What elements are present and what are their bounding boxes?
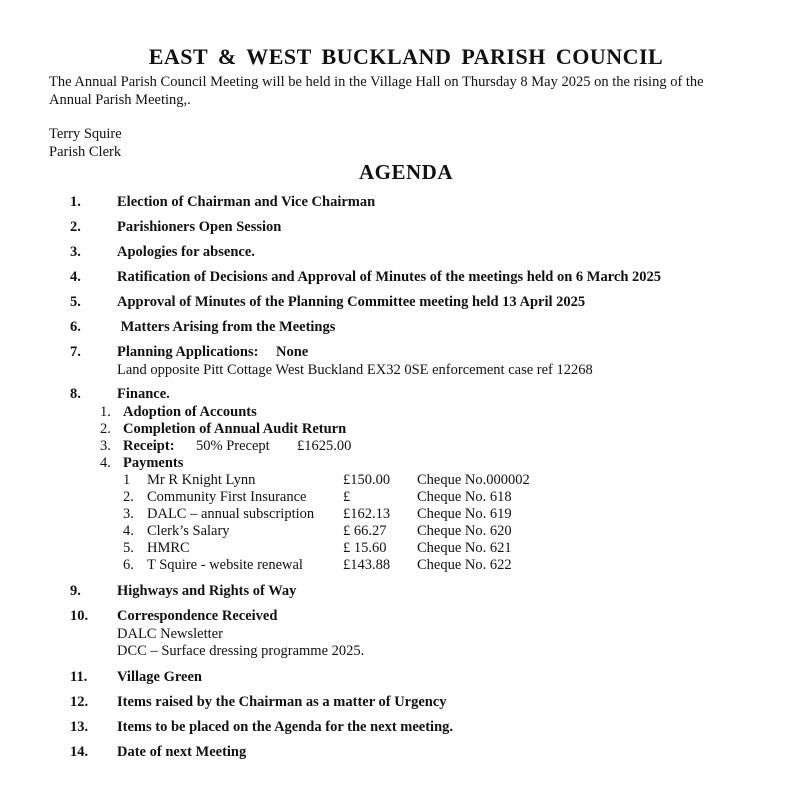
- council-title: EAST & WEST BUCKLAND PARISH COUNCIL: [148, 44, 664, 69]
- finance-item-number: 2.: [100, 421, 111, 437]
- agenda-item-number: 9.: [70, 583, 81, 599]
- payment-number: 4.: [123, 523, 134, 539]
- finance-item-text: Adoption of Accounts: [123, 404, 257, 420]
- payment-amount: £143.88: [343, 557, 391, 573]
- payment-cheque: Cheque No. 619: [417, 506, 512, 522]
- finance-item-text: Payments: [123, 455, 184, 471]
- agenda-item-number: 2.: [70, 219, 81, 235]
- payment-amount: £150.00: [343, 472, 391, 488]
- agenda-item-text: Apologies for absence.: [117, 244, 255, 260]
- intro-line-1: The Annual Parish Council Meeting will be held in the Village Hall on Thursday 8 May 2025 on the rising of the: [49, 74, 704, 90]
- payment-cheque: Cheque No. 622: [417, 557, 512, 573]
- agenda-item-text: Items raised by the Chairman as a matter of Urgency: [117, 694, 447, 710]
- agenda-item-text: Ratification of Decisions and Approval of Minutes of the meetings held on 6 March 2025: [117, 269, 662, 285]
- agenda-item-text: Items to be placed on the Agenda for the next meeting.: [117, 719, 454, 735]
- receipt-precept: 50% Precept: [196, 438, 270, 454]
- agenda-item-number: 6.: [70, 319, 81, 335]
- payment-cheque: Cheque No. 620: [417, 523, 512, 539]
- intro-line-2: Annual Parish Meeting,.: [49, 92, 191, 108]
- agenda-item-number: 7.: [70, 344, 81, 360]
- payment-amount: £ 66.27: [343, 523, 387, 539]
- payment-amount: £162.13: [343, 506, 391, 522]
- clerk-role: Parish Clerk: [49, 144, 122, 160]
- planning-none: None: [276, 344, 309, 360]
- payment-amount: £ 15.60: [343, 540, 387, 556]
- payment-cheque: Cheque No. 618: [417, 489, 512, 505]
- agenda-item-text: Approval of Minutes of the Planning Committee meeting held 13 April 2025: [117, 294, 586, 310]
- finance-item-number: 1.: [100, 404, 111, 420]
- payment-number: 3.: [123, 506, 134, 522]
- agenda-item-text: Election of Chairman and Vice Chairman: [117, 194, 376, 210]
- payment-number: 6.: [123, 557, 134, 573]
- payment-payee: Community First Insurance: [147, 489, 307, 505]
- payment-payee: DALC – annual subscription: [147, 506, 315, 522]
- agenda-item-text: Matters Arising from the Meetings: [117, 319, 336, 335]
- payment-cheque: Cheque No.000002: [417, 472, 530, 488]
- payment-payee: HMRC: [147, 540, 190, 556]
- agenda-item-number: 10.: [70, 608, 89, 624]
- agenda-item-text: Finance.: [117, 386, 170, 402]
- agenda-item-text: Highways and Rights of Way: [117, 583, 297, 599]
- correspondence-item: DALC Newsletter: [117, 626, 223, 642]
- finance-item-number: 3.: [100, 438, 111, 454]
- payment-number: 5.: [123, 540, 134, 556]
- agenda-item-number: 8.: [70, 386, 81, 402]
- payment-payee: Mr R Knight Lynn: [147, 472, 256, 488]
- payment-payee: T Squire - website renewal: [147, 557, 303, 573]
- finance-item-number: 4.: [100, 455, 111, 471]
- agenda-item-text: Village Green: [117, 669, 202, 685]
- agenda-item-text: Date of next Meeting: [117, 744, 247, 760]
- agenda-item-number: 3.: [70, 244, 81, 260]
- agenda-item-text: Parishioners Open Session: [117, 219, 282, 235]
- planning-detail: Land opposite Pitt Cottage West Buckland EX32 0SE enforcement case ref 12268: [117, 362, 593, 378]
- agenda-item-number: 14.: [70, 744, 89, 760]
- agenda-item-number: 12.: [70, 694, 89, 710]
- payment-payee: Clerk’s Salary: [147, 523, 230, 539]
- payment-cheque: Cheque No. 621: [417, 540, 512, 556]
- agenda-item-number: 13.: [70, 719, 89, 735]
- correspondence-item: DCC – Surface dressing programme 2025.: [117, 643, 365, 659]
- agenda-item-number: 5.: [70, 294, 81, 310]
- agenda-heading: AGENDA: [358, 160, 453, 184]
- agenda-item-number: 1.: [70, 194, 81, 210]
- clerk-name: Terry Squire: [49, 126, 122, 142]
- agenda-item-text: Correspondence Received: [117, 608, 278, 624]
- payment-amount: £: [343, 489, 351, 505]
- payment-number: 1: [123, 472, 131, 488]
- agenda-item-number: 4.: [70, 269, 81, 285]
- meeting-intro: [49, 73, 789, 109]
- agenda-item-text: Planning Applications:: [117, 344, 259, 360]
- finance-item-text: Completion of Annual Audit Return: [123, 421, 347, 437]
- finance-item-text: Receipt:: [123, 438, 175, 454]
- agenda-item-number: 11.: [70, 669, 88, 685]
- receipt-amount: £1625.00: [297, 438, 352, 454]
- payment-number: 2.: [123, 489, 134, 505]
